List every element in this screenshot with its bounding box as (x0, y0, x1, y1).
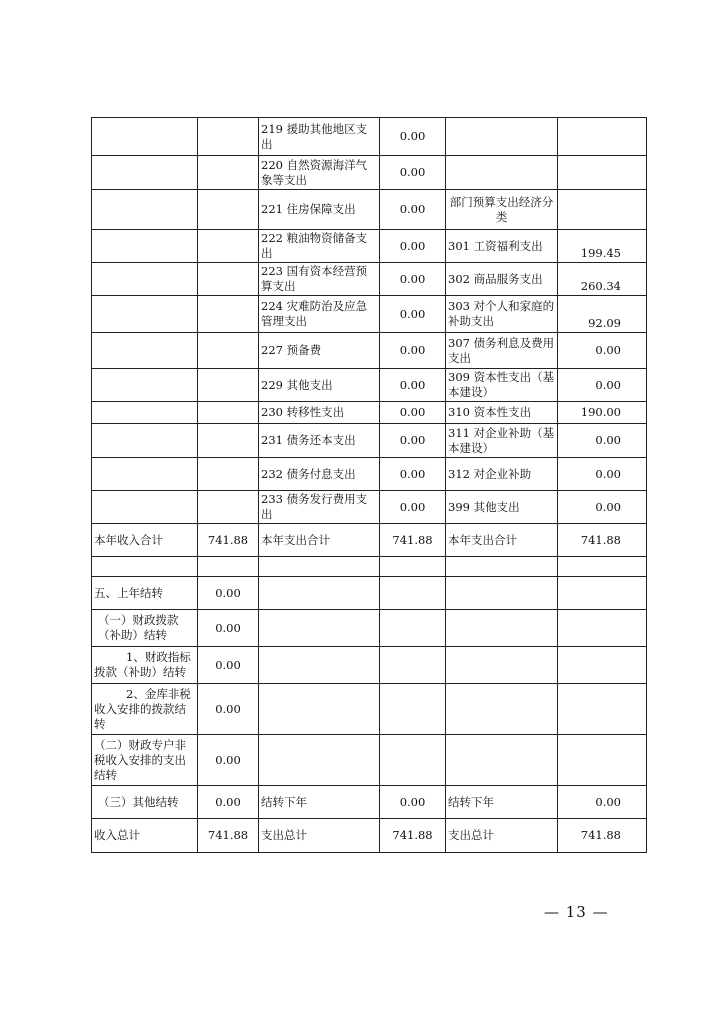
expense-value: 0.00 (380, 263, 446, 296)
budget-table (91, 117, 647, 853)
economic-item: 399 其他支出 (446, 491, 558, 524)
economic-class-header: 部门预算支出经济分类 (446, 190, 558, 230)
economic-value: 0.00 (558, 424, 647, 458)
expense-item: 220 自然资源海洋气象等支出 (259, 156, 380, 190)
expense2-total-label: 本年支出合计 (446, 524, 558, 557)
expense-value: 0.00 (380, 458, 446, 491)
carry-value: 0.00 (198, 684, 259, 735)
table-row (92, 296, 647, 333)
year-total-row (92, 524, 647, 557)
expense-total-value: 741.88 (380, 524, 446, 557)
carry-label: 五、上年结转 (92, 577, 198, 610)
expense-value: 0.00 (380, 230, 446, 263)
carry-label: 2、金库非税收入安排的拨款结转 (92, 684, 198, 735)
table-row (92, 424, 647, 458)
carry-next-label: 结转下年 (259, 786, 380, 819)
expense-item: 222 粮油物资储备支出 (259, 230, 380, 263)
expense-value: 0.00 (380, 190, 446, 230)
expense-item: 231 债务还本支出 (259, 424, 380, 458)
carry-label: （一）财政拨款（补助）结转 (92, 610, 198, 647)
economic-item: 303 对个人和家庭的补助支出 (446, 296, 558, 333)
economic-item: 311 对企业补助（基本建设） (446, 424, 558, 458)
carry-row (92, 735, 647, 786)
economic-value: 0.00 (558, 369, 647, 402)
economic-value: 260.34 (558, 263, 647, 296)
table-row (92, 156, 647, 190)
expense-value: 0.00 (380, 424, 446, 458)
economic-value: 92.09 (558, 296, 647, 333)
expense-value: 0.00 (380, 333, 446, 369)
grand-total-row (92, 819, 647, 853)
expense-value: 0.00 (380, 402, 446, 424)
carry-value: 0.00 (198, 577, 259, 610)
table-row (92, 458, 647, 491)
carry-label: （二）财政专户非税收入安排的支出结转 (92, 735, 198, 786)
economic-value: 199.45 (558, 230, 647, 263)
carry-row (92, 577, 647, 610)
carry-row (92, 647, 647, 684)
table-row (92, 118, 647, 156)
economic-item: 309 资本性支出（基本建设） (446, 369, 558, 402)
grand-income-value: 741.88 (198, 819, 259, 853)
table-row (92, 190, 647, 230)
expense-item: 232 债务付息支出 (259, 458, 380, 491)
other-carry-label: （三）其他结转 (92, 786, 198, 819)
table-row (92, 230, 647, 263)
grand-expense2-value: 741.88 (558, 819, 647, 853)
economic-item: 307 债务利息及费用支出 (446, 333, 558, 369)
expense-item: 223 国有资本经营预算支出 (259, 263, 380, 296)
expense-total-label: 本年支出合计 (259, 524, 380, 557)
other-carry-value: 0.00 (198, 786, 259, 819)
carry-value: 0.00 (198, 735, 259, 786)
grand-income-label: 收入总计 (92, 819, 198, 853)
economic-value: 0.00 (558, 491, 647, 524)
expense-value: 0.00 (380, 491, 446, 524)
carry-next-value: 0.00 (380, 786, 446, 819)
economic-item: 312 对企业补助 (446, 458, 558, 491)
expense-item: 233 债务发行费用支出 (259, 491, 380, 524)
expense-item: 230 转移性支出 (259, 402, 380, 424)
economic-value: 0.00 (558, 333, 647, 369)
income-total-value: 741.88 (198, 524, 259, 557)
economic-item: 310 资本性支出 (446, 402, 558, 424)
carry-label: 1、财政指标拨款（补助）结转 (92, 647, 198, 684)
empty-row (92, 557, 647, 577)
carry-row (92, 610, 647, 647)
carry-row (92, 684, 647, 735)
economic-item: 302 商品服务支出 (446, 263, 558, 296)
table-row (92, 369, 647, 402)
carry-next2-label: 结转下年 (446, 786, 558, 819)
expense-value: 0.00 (380, 156, 446, 190)
expense-item: 219 援助其他地区支出 (259, 118, 380, 156)
income-total-label: 本年收入合计 (92, 524, 198, 557)
table-row (92, 491, 647, 524)
table-row (92, 402, 647, 424)
expense-item: 221 住房保障支出 (259, 190, 380, 230)
expense-item: 224 灾难防治及应急管理支出 (259, 296, 380, 333)
expense-value: 0.00 (380, 296, 446, 333)
economic-item: 301 工资福利支出 (446, 230, 558, 263)
expense-item: 229 其他支出 (259, 369, 380, 402)
table-row (92, 333, 647, 369)
grand-expense2-label: 支出总计 (446, 819, 558, 853)
page-number: — 13 — (544, 903, 609, 921)
expense-value: 0.00 (380, 118, 446, 156)
expense2-total-value: 741.88 (558, 524, 647, 557)
grand-expense-label: 支出总计 (259, 819, 380, 853)
carry-value: 0.00 (198, 647, 259, 684)
expense-item: 227 预备费 (259, 333, 380, 369)
expense-value: 0.00 (380, 369, 446, 402)
other-carry-row (92, 786, 647, 819)
table-row (92, 263, 647, 296)
economic-value: 190.00 (558, 402, 647, 424)
grand-expense-value: 741.88 (380, 819, 446, 853)
carry-next2-value: 0.00 (558, 786, 647, 819)
carry-value: 0.00 (198, 610, 259, 647)
economic-value: 0.00 (558, 458, 647, 491)
